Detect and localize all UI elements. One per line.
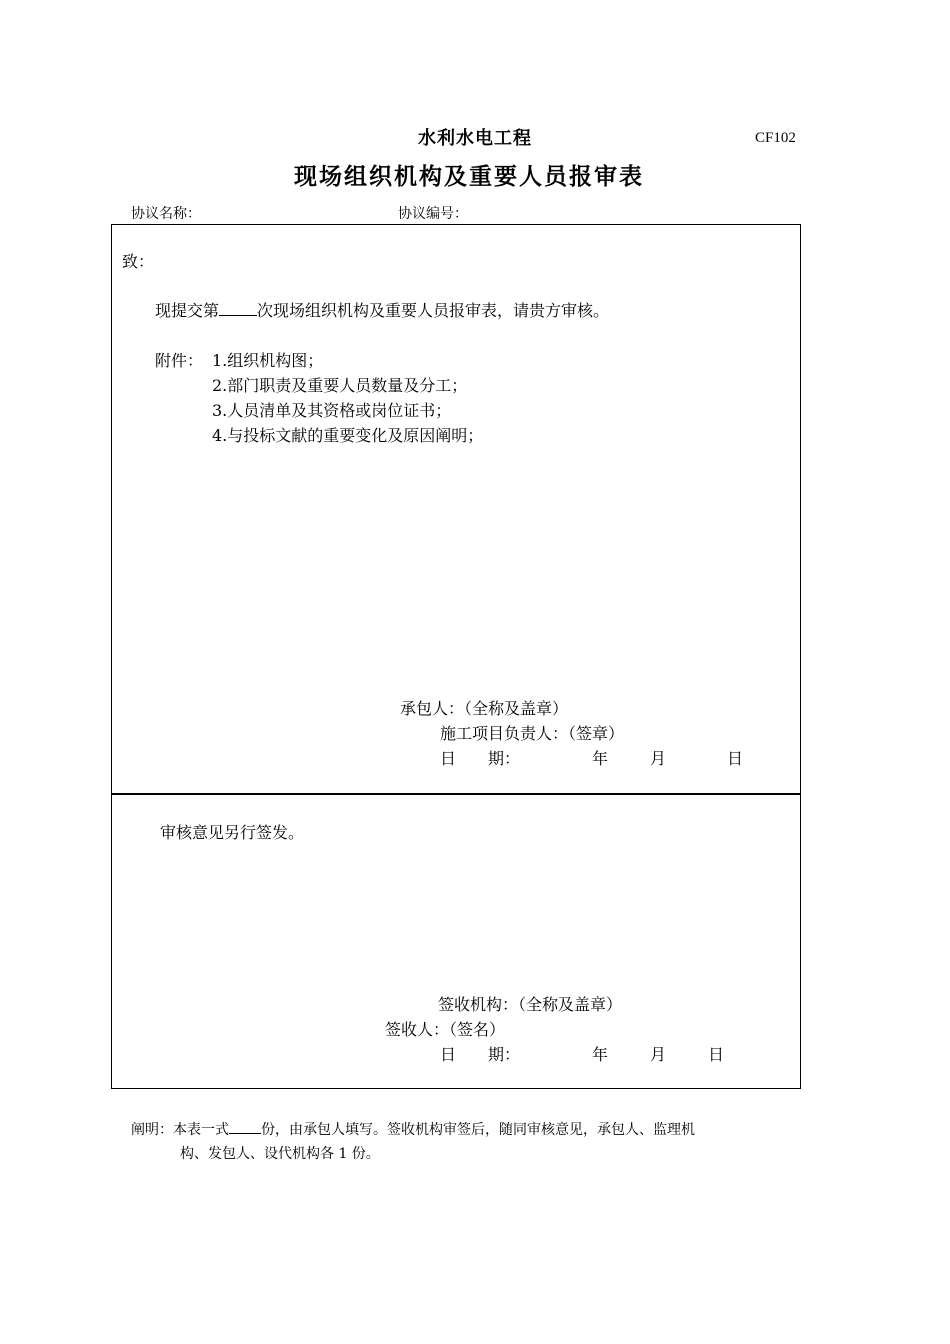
date-label: 日 期： [440, 749, 521, 768]
year-label: 年 [592, 1045, 609, 1064]
review-opinion-text: 审核意见另行签发。 [160, 823, 305, 842]
day-label: 日 [727, 749, 744, 768]
submit-statement [155, 298, 609, 321]
submission-count-blank[interactable] [219, 301, 257, 316]
instructions-note-line2: 构、发包人、设代机构各 1 份。 [180, 1146, 380, 1162]
date-label: 日 期： [440, 1045, 521, 1064]
day-label: 日 [708, 1045, 725, 1064]
to-label: 致： [122, 252, 155, 271]
contractor-signature-label: 承包人：（全称及盖章） [400, 699, 569, 718]
attachments-label: 附件： [155, 351, 204, 370]
form-title: 现场组织机构及重要人员报审表 [294, 164, 644, 190]
attachment-item: 2.部门职责及重要人员数量及分工； [212, 376, 468, 395]
form-code: CF102 [755, 130, 796, 146]
instructions-note [131, 1119, 695, 1139]
month-label: 月 [650, 1045, 667, 1064]
submit-suffix: 次现场组织机构及重要人员报审表，请贵方审核。 [257, 301, 610, 320]
copies-count-blank[interactable] [229, 1121, 261, 1134]
receiver-signature-label: 签收人：（签名） [385, 1020, 506, 1039]
note-line1: 份，由承包人填写。签收机构审签后，随同审核意见，承包人、监理机 [261, 1122, 695, 1138]
receiving-org-label: 签收机构：（全称及盖章） [438, 995, 623, 1014]
attachment-item: 1.组织机构图； [212, 351, 324, 370]
agreement-no-label: 协议编号： [398, 206, 468, 222]
agreement-name-label: 协议名称： [131, 206, 201, 222]
form-category: 水利水电工程 [418, 128, 532, 149]
project-manager-signature-label: 施工项目负责人：（签章） [440, 724, 625, 743]
note-prefix: 阐明：本表一式 [131, 1122, 229, 1138]
month-label: 月 [650, 749, 667, 768]
submit-prefix: 现提交第 [155, 301, 220, 320]
attachment-item: 3.人员清单及其资格或岗位证书； [212, 401, 452, 420]
attachment-item: 4.与投标文献的重要变化及原因阐明； [212, 426, 484, 445]
year-label: 年 [592, 749, 609, 768]
section-divider [111, 793, 801, 794]
